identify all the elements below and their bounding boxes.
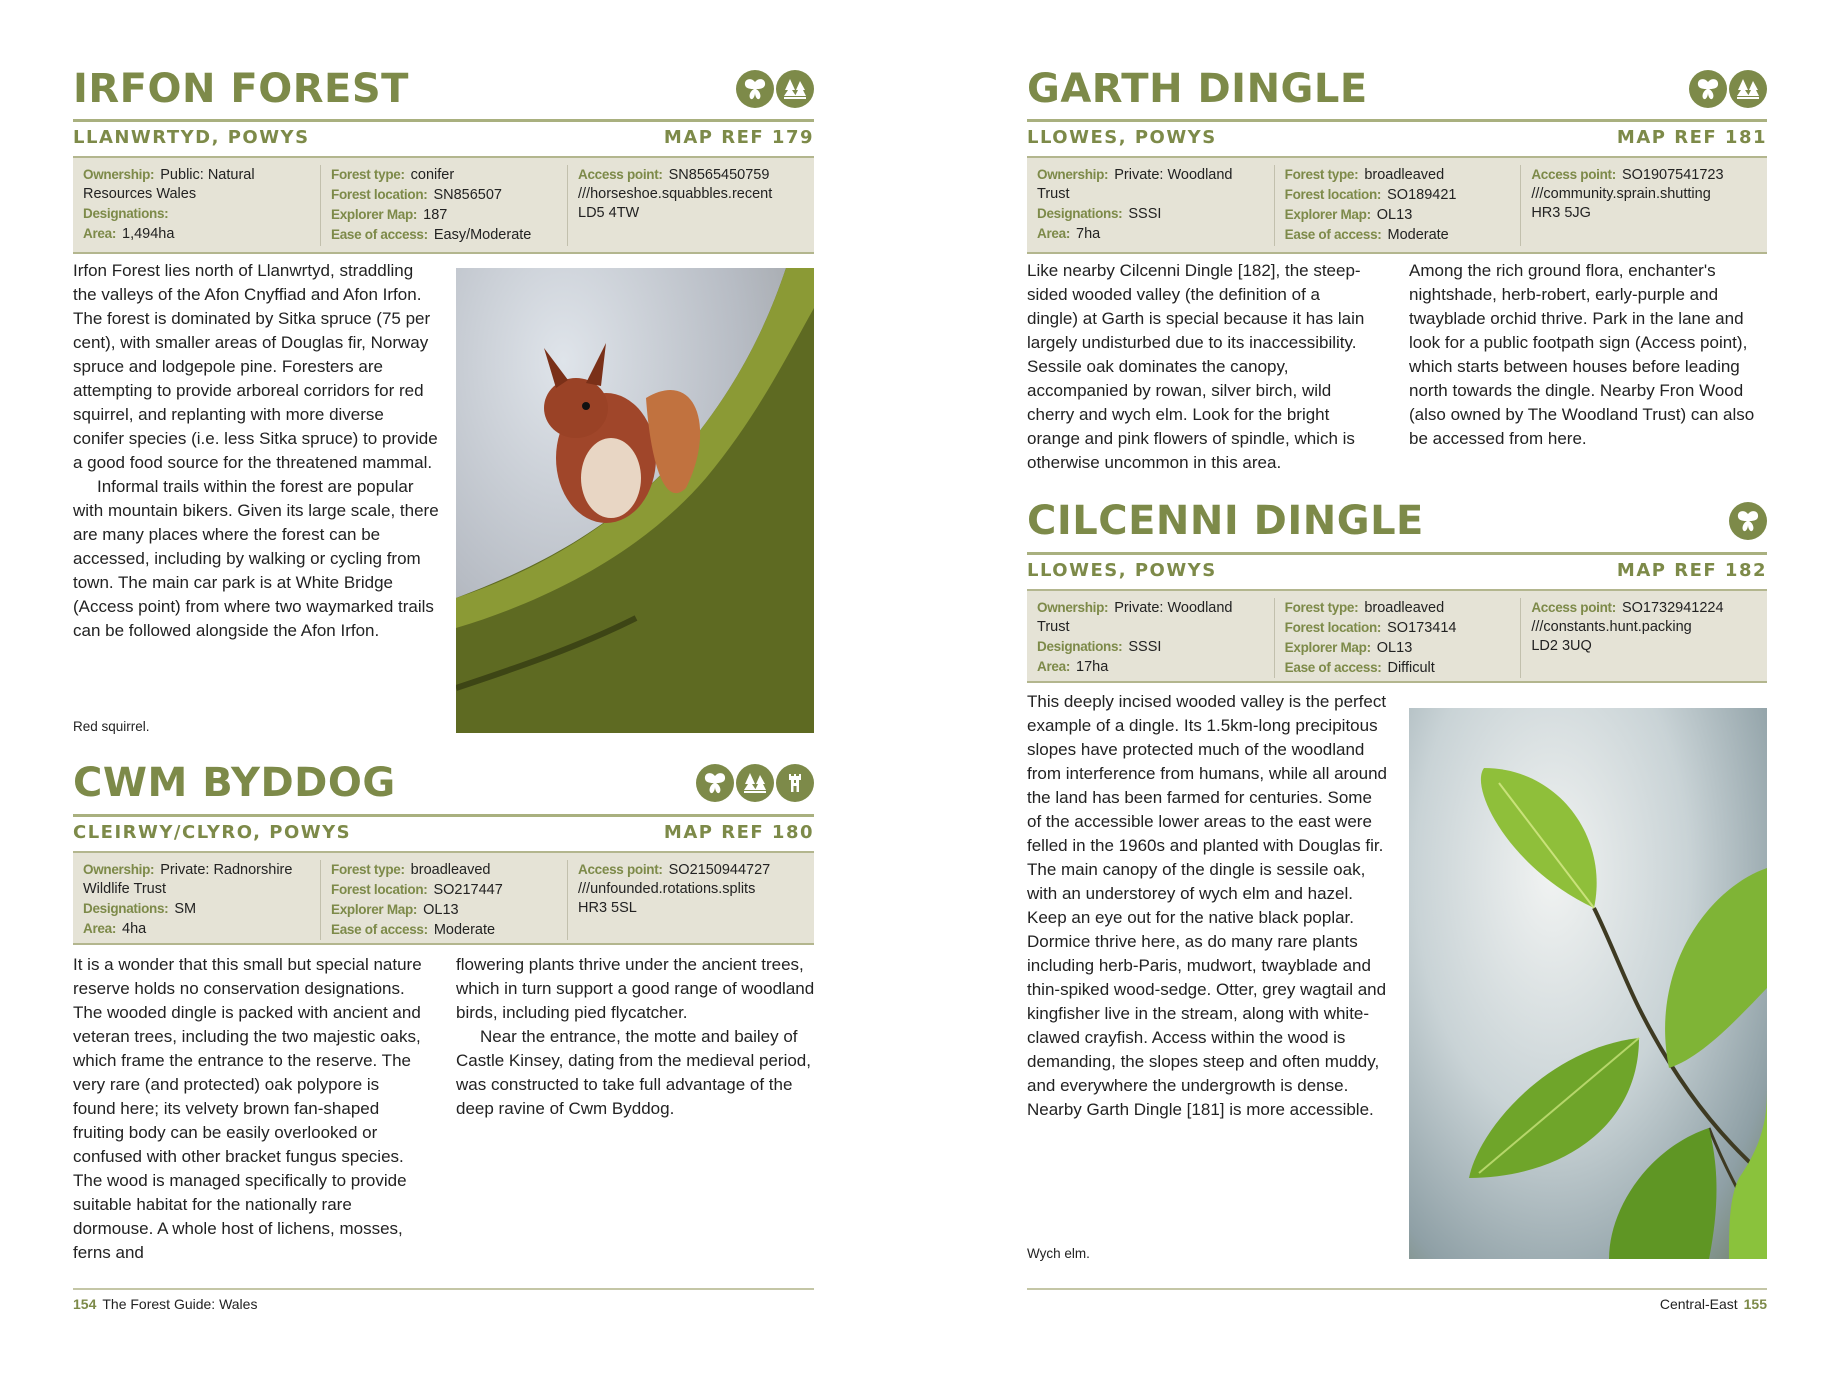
paragraph: Irfon Forest lies north of Llanwrtyd, straddling the valleys of the Afon Cnyffiad and Afon Irfon. The forest is dominated by Sitka spruce (75 per cent), with smaller areas of Douglas fir, Norway spruce and lodgepole pine. Foresters are attempting to provide arboreal corridors for red squirrel, and replanting with more diverse conifer species (i.e. less Sitka spruce) to provide a good food source for the threatened mammal.: [73, 261, 438, 472]
postcode: LD2 3UQ: [1531, 638, 1592, 654]
label: Designations:: [1037, 206, 1123, 221]
footer-left: [67, 1296, 257, 1312]
access-point: SO2150944727: [668, 862, 771, 878]
ease-of-access: Moderate: [433, 922, 496, 938]
postcode: LD5 4TW: [578, 205, 640, 221]
page-number: 154: [73, 1296, 97, 1312]
label: Area:: [1037, 226, 1071, 241]
ownership: Public: Natural Resources Wales: [83, 167, 255, 202]
label: Designations:: [1037, 639, 1123, 654]
footer-right: [1660, 1296, 1773, 1312]
ease-of-access: Difficult: [1387, 660, 1435, 676]
explorer-map: OL13: [1376, 640, 1413, 656]
label: Access point:: [1531, 600, 1616, 615]
access-point: SO1907541723: [1621, 167, 1724, 183]
what3words: ///unfounded.rotations.splits: [578, 881, 756, 897]
postcode: HR3 5JG: [1531, 205, 1591, 221]
label: Forest type:: [331, 167, 405, 182]
explorer-map: 187: [423, 207, 448, 223]
ownership: Private: Radnorshire Wildlife Trust: [83, 862, 293, 897]
label: Ease of access:: [331, 922, 428, 937]
paragraph: Among the rich ground flora, enchanter's nightshade, herb-robert, early-purple and twayblade orchid thrive. Park in the lane and look for a public footpath sign (Access point), which starts between houses before leading north towards the dingle. Nearby Fron Wood (also owned by The Woodland Trust) can also be accessed from here.: [1409, 261, 1755, 448]
designations: SSSI: [1128, 206, 1162, 222]
label: Ease of access:: [331, 227, 428, 242]
trees-icon: [1729, 70, 1767, 108]
access-point: SO1732941224: [1621, 600, 1724, 616]
designations: SM: [174, 901, 197, 917]
section-name: Central-East: [1659, 1296, 1738, 1312]
location: LLANWRTYD, POWYS: [73, 127, 310, 148]
cilcenni-body: [1027, 690, 1387, 1122]
label: Forest location:: [1284, 620, 1382, 635]
entry-cilcenni-dingle: [1027, 496, 1767, 686]
what3words: ///horseshoe.squabbles.recent: [578, 186, 773, 202]
feature-icons: [1729, 502, 1767, 540]
trees-icon: [776, 70, 814, 108]
ownership: Private: Woodland Trust: [1037, 600, 1233, 635]
forest-location: SO173414: [1387, 620, 1457, 636]
forest-type: broadleaved: [1364, 600, 1445, 616]
label: Explorer Map:: [1284, 640, 1371, 655]
wych-elm-photo: [1409, 708, 1767, 1259]
info-box: [1027, 589, 1767, 683]
label: Area:: [1037, 659, 1071, 674]
area: 17ha: [1076, 659, 1109, 675]
paragraph: It is a wonder that this small but special nature reserve holds no conservation designations. The wooded dingle is packed with ancient and veteran trees, including the two majestic oaks, which frame the entrance to the reserve. The very rare (and protected) oak polypore is found here; its velvety brown fan-shaped fruiting body can be easily overlooked or confused with other bracket fungus species. The wood is managed specifically to provide suitable habitat for the nationally rare dormouse. A whole host of lichens, mosses, ferns and: [73, 955, 422, 1262]
access-point: SN8565450759: [668, 167, 770, 183]
forest-location: SN856507: [433, 187, 502, 203]
red-squirrel-photo: [456, 268, 814, 733]
castle-icon: [776, 764, 814, 802]
garth-body-col2: [1409, 259, 1769, 451]
entry-title: CILCENNI DINGLE: [1027, 498, 1424, 544]
ease-of-access: Easy/Moderate: [433, 227, 532, 243]
label: Access point:: [1531, 167, 1616, 182]
forest-type: conifer: [410, 167, 455, 183]
paragraph: Near the entrance, the motte and bailey of Castle Kinsey, dating from the medieval period, was constructed to take full advantage of the deep ravine of Cwm Byddog.: [456, 1027, 811, 1118]
butterfly-icon: [736, 70, 774, 108]
map-ref: MAP REF 181: [1616, 127, 1767, 148]
label: Ease of access:: [1284, 227, 1382, 242]
paragraph: flowering plants thrive under the ancient trees, which in turn support a good range of woodland birds, including pied flycatcher.: [456, 955, 815, 1022]
explorer-map: OL13: [1376, 207, 1413, 223]
label: Access point:: [578, 167, 663, 182]
info-box: [1027, 156, 1767, 254]
what3words: ///constants.hunt.packing: [1531, 619, 1692, 635]
entry-garth-dingle: [1027, 64, 1767, 254]
label: Area:: [83, 921, 117, 936]
cwm-body-col1: [73, 953, 425, 1265]
what3words: ///community.sprain.shutting: [1531, 186, 1711, 202]
label: Explorer Map:: [1284, 207, 1371, 222]
label: Access point:: [578, 862, 663, 877]
butterfly-icon: [1689, 70, 1727, 108]
entry-title: GARTH DINGLE: [1027, 66, 1368, 112]
label: Ownership:: [1037, 167, 1109, 182]
trees-icon: [736, 764, 774, 802]
forest-location: SO189421: [1387, 187, 1457, 203]
label: Forest location:: [1284, 187, 1382, 202]
cwm-body-col2: [456, 953, 816, 1121]
label: Ownership:: [1037, 600, 1109, 615]
label: Forest location:: [331, 187, 428, 202]
info-box: [73, 851, 814, 945]
butterfly-icon: [696, 764, 734, 802]
entry-cwm-byddog: [73, 758, 814, 948]
paragraph: Informal trails within the forest are popular with mountain bikers. Given its large scale, there are many places where the forest can be accessed, including by walking or cycling from town. The main car park is at White Bridge (Access point) from where two waymarked trails can be followed alongside the Afon Irfon.: [73, 477, 439, 640]
label: Explorer Map:: [331, 902, 418, 917]
footer-rule: [73, 1288, 814, 1290]
label: Area:: [83, 226, 117, 241]
paragraph: Like nearby Cilcenni Dingle [182], the steep-sided wooded valley (the definition of a dingle) at Garth is special because it has lain largely undisturbed due to its inaccessibility. Sessile oak dominates the canopy, accompanied by rowan, silver birch, wild cherry and wych elm. Look for the bright orange and pink flowers of spindle, which is otherwise uncommon in this area.: [1027, 261, 1365, 472]
label: Forest location:: [331, 882, 428, 897]
label: Ease of access:: [1284, 660, 1382, 675]
feature-icons: [696, 764, 814, 802]
entry-title: CWM BYDDOG: [73, 760, 396, 806]
irfon-body: [73, 259, 439, 643]
garth-body-col1: [1027, 259, 1372, 475]
ease-of-access: Moderate: [1387, 227, 1449, 243]
ownership: Private: Woodland Trust: [1037, 167, 1233, 202]
label: Forest type:: [1284, 600, 1359, 615]
page-number: 155: [1743, 1296, 1767, 1312]
feature-icons: [1689, 70, 1767, 108]
forest-type: broadleaved: [410, 862, 491, 878]
label: Ownership:: [83, 862, 155, 877]
area: 7ha: [1076, 226, 1101, 242]
label: Designations:: [83, 901, 169, 916]
photo-caption: Red squirrel.: [73, 719, 150, 734]
label: Explorer Map:: [331, 207, 418, 222]
location: CLEIRWY/CLYRO, POWYS: [73, 822, 352, 843]
label: Forest type:: [331, 862, 405, 877]
label: Ownership:: [83, 167, 155, 182]
footer-rule: [1027, 1288, 1767, 1290]
entry-irfon-forest: [73, 64, 814, 254]
explorer-map: OL13: [423, 902, 459, 918]
paragraph: This deeply incised wooded valley is the perfect example of a dingle. Its 1.5km-long precipitous slopes have protected much of the woodland from interference from humans, while all around the land has been farmed for centuries. Some of the accessible lower areas to the east were felled in the 1960s and planted with Douglas fir. The main canopy of the dingle is sessile oak, with an understorey of wych elm and hazel. Keep an eye out for the native black poplar. Dormice thrive here, as do many rare plants including herb-Paris, mudwort, twayblade and thin-spiked wood-sedge. Otter, grey wagtail and kingfisher live in the stream, along with white-clawed crayfish. Access within the wood is demanding, the slopes steep and often muddy, and everywhere the undergrowth is dense. Nearby Garth Dingle [181] is more accessible.: [1027, 692, 1387, 1119]
map-ref: MAP REF 179: [663, 127, 814, 148]
info-box: [73, 156, 814, 254]
designations: SSSI: [1128, 639, 1162, 655]
map-ref: MAP REF 182: [1616, 560, 1767, 581]
area: 4ha: [122, 921, 147, 937]
forest-type: broadleaved: [1364, 167, 1445, 183]
map-ref: MAP REF 180: [663, 822, 814, 843]
label: Designations:: [83, 206, 169, 221]
butterfly-icon: [1729, 502, 1767, 540]
area: 1,494ha: [122, 226, 175, 242]
location: LLOWES, POWYS: [1027, 560, 1217, 581]
postcode: HR3 5SL: [578, 900, 637, 916]
entry-title: IRFON FOREST: [73, 66, 409, 112]
location: LLOWES, POWYS: [1027, 127, 1217, 148]
label: Forest type:: [1284, 167, 1359, 182]
photo-caption: Wych elm.: [1027, 1246, 1090, 1261]
forest-location: SO217447: [433, 882, 503, 898]
feature-icons: [736, 70, 814, 108]
book-title: The Forest Guide: Wales: [102, 1296, 258, 1312]
